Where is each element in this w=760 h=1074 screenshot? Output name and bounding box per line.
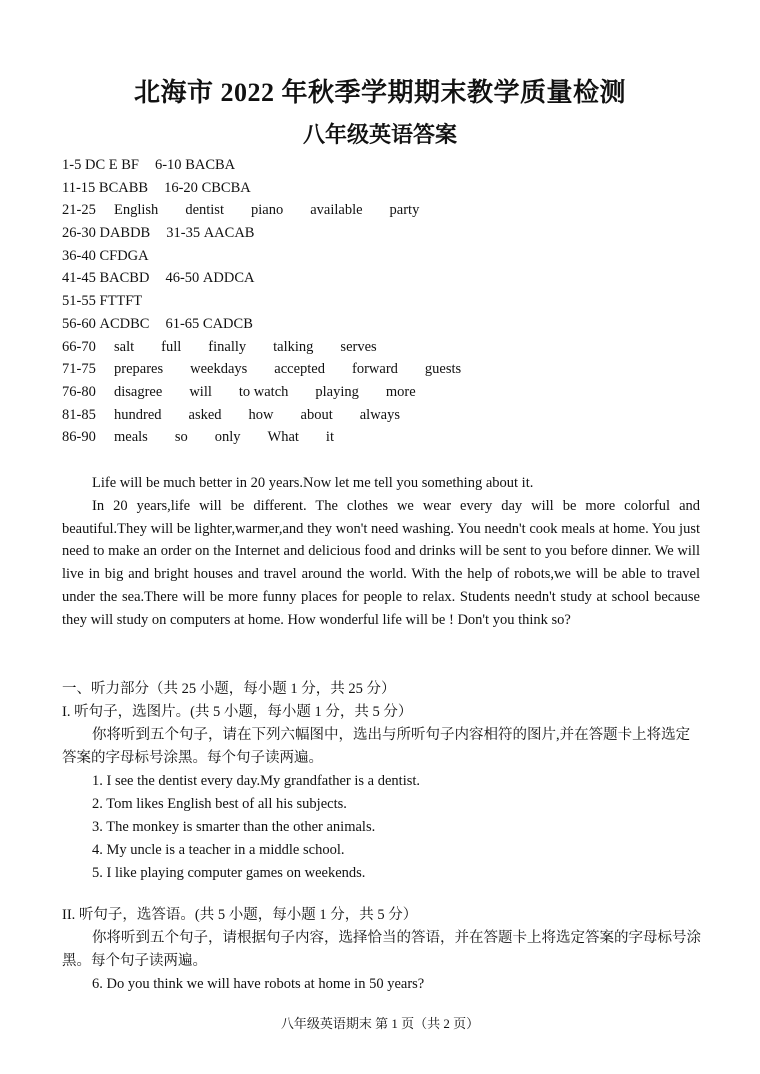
- answer-text: BCABB: [98, 179, 149, 196]
- answer-range: 26-30: [62, 225, 96, 242]
- answer-text: CFDGA: [99, 247, 149, 264]
- answer-word: serves: [340, 338, 377, 355]
- answer-row: [62, 222, 722, 245]
- answer-row: [62, 381, 722, 404]
- answer-word: finally: [208, 338, 247, 355]
- answer-word: asked: [188, 406, 222, 423]
- listening-item: 3. The monkey is smarter than the other animals.: [92, 819, 376, 835]
- answer-text: FTTFT: [99, 293, 143, 310]
- answer-text: ADDCA: [202, 270, 255, 287]
- answer-word: how: [248, 406, 274, 423]
- answer-word: piano: [250, 202, 284, 219]
- answer-text: CBCBA: [201, 179, 251, 196]
- answer-word: guests: [424, 361, 462, 378]
- answer-range: 11-15: [62, 179, 96, 196]
- answer-range: 81-85: [62, 406, 96, 423]
- page-subtitle: 八年级英语答案: [302, 122, 457, 147]
- answer-text: DABDB: [99, 225, 151, 242]
- section-heading: 一、听力部分（共 25 小题，每小题 1 分，共 25 分）: [62, 681, 396, 697]
- page-footer: 八年级英语期末 第 1 页（共 2 页）: [280, 1016, 480, 1031]
- answer-range: 61-65: [165, 315, 200, 332]
- answer-row: [62, 313, 722, 336]
- answer-row: [62, 358, 722, 381]
- answer-row: [62, 177, 722, 200]
- answer-word: to watch: [238, 383, 289, 400]
- answer-word: available: [310, 202, 363, 219]
- answer-word: talking: [273, 338, 314, 355]
- answer-row: [62, 154, 722, 177]
- answer-word: prepares: [114, 361, 164, 378]
- answer-key: [62, 154, 722, 449]
- answer-row: [62, 336, 722, 359]
- answer-word: What: [267, 429, 299, 446]
- answer-word: it: [325, 429, 334, 446]
- answer-word: salt: [114, 338, 135, 355]
- answer-word: weekdays: [190, 361, 248, 378]
- answer-row: [62, 404, 722, 427]
- passage-paragraph: Life will be much better in 20 years.Now let me tell you something about it.: [92, 475, 534, 491]
- answer-word: English: [114, 202, 159, 219]
- answer-range: 76-80: [62, 383, 96, 400]
- writing-passage: [62, 472, 700, 632]
- passage-paragraph: In 20 years,life will be different. The clothes we wear every day will be more colorful and beautiful.They will be lighter,warmer,and they won't need washing. You needn't cook meals at home. You just need to make an order on the Internet and delicious food and drinks will be sent to you before dinner. We will live in big and bright houses and travel around the world. With the help of robots,we will be able to travel under the sea.There will be more funny places for people to relax. Students needn't study at school because they will study on computers at home. How wonderful life will be ! Don't you think so?: [62, 497, 700, 628]
- answer-range: 21-25: [62, 202, 96, 219]
- answer-text: AACAB: [203, 225, 255, 242]
- page-title: 北海市 2022 年秋季学期期末教学质量检测: [133, 78, 626, 107]
- answer-word: always: [359, 406, 400, 423]
- answer-range: 46-50: [165, 270, 200, 287]
- listening-part-two: [62, 904, 702, 996]
- answer-text: CADCB: [202, 315, 253, 332]
- answer-range: 16-20: [164, 179, 198, 196]
- answer-range: 31-35: [166, 225, 201, 242]
- part-instruction: 你将听到五个句子，请根据句子内容，选择恰当的答语，并在答题卡上将选定答案的字母标号涂黑。每个句子读两遍。: [62, 930, 701, 969]
- answer-word: playing: [315, 383, 359, 400]
- answer-range: 36-40: [62, 247, 96, 264]
- listening-item: 2. Tom likes English best of all his subjects.: [92, 796, 347, 812]
- listening-item: 1. I see the dentist every day.My grandfather is a dentist.: [92, 773, 421, 789]
- answer-word: meals: [114, 429, 148, 446]
- answer-text: BACBA: [185, 157, 236, 173]
- listening-item: 6. Do you think we will have robots at home in 50 years?: [92, 976, 425, 992]
- listening-section-heading: [62, 678, 702, 885]
- answer-word: so: [174, 429, 188, 446]
- answer-range: 66-70: [62, 338, 96, 355]
- answer-word: hundred: [114, 406, 162, 423]
- answer-range: 51-55: [62, 293, 96, 310]
- answer-word: forward: [352, 361, 398, 378]
- answer-row: [62, 267, 722, 290]
- answer-word: full: [161, 338, 182, 355]
- answer-row: [62, 290, 722, 313]
- part-instruction: 你将听到五个句子，请在下列六幅图中，选出与所听句子内容相符的图片,并在答题卡上将选定答案的字母标号涂黑。每个句子读两遍。: [62, 727, 691, 766]
- listening-item: 4. My uncle is a teacher in a middle school.: [92, 842, 345, 858]
- answer-word: only: [214, 429, 241, 446]
- answer-word: will: [189, 383, 212, 400]
- answer-range: 6-10: [154, 157, 182, 173]
- part-title: II. 听句子，选答语。(共 5 小题，每小题 1 分，共 5 分）: [62, 907, 418, 923]
- answer-word: party: [389, 202, 420, 219]
- answer-word: disagree: [114, 383, 163, 400]
- answer-word: dentist: [185, 202, 224, 219]
- answer-range: 41-45: [62, 270, 96, 287]
- answer-row: [62, 199, 722, 222]
- answer-text: ACDBC: [99, 315, 150, 332]
- answer-word: more: [385, 383, 416, 400]
- part-title: I. 听句子，选图片。(共 5 小题，每小题 1 分，共 5 分）: [62, 704, 413, 720]
- answer-text: BACBD: [99, 270, 150, 287]
- answer-range: 56-60: [62, 315, 96, 332]
- answer-range: 86-90: [62, 429, 96, 446]
- answer-word: accepted: [274, 361, 325, 378]
- answer-range: 71-75: [62, 361, 96, 378]
- answer-word: about: [300, 406, 333, 423]
- answer-row: [62, 426, 722, 449]
- answer-range: 1-5: [62, 157, 82, 173]
- answer-row: [62, 245, 722, 268]
- answer-text: DC E BF: [84, 157, 139, 173]
- listening-item: 5. I like playing computer games on weekends.: [92, 865, 366, 881]
